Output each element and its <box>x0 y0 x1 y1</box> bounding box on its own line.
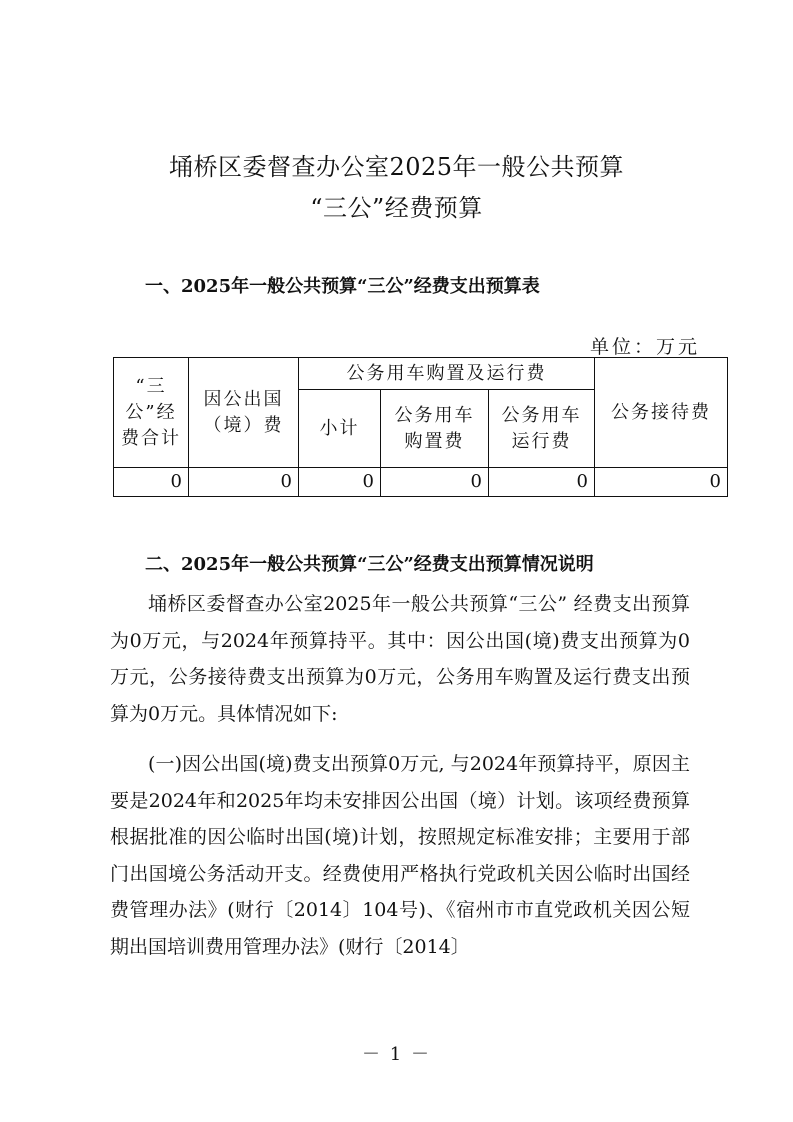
header-vehicle-operation: 公务用车运行费 <box>489 390 595 468</box>
value-abroad: 0 <box>189 468 299 497</box>
header-vehicle-purchase: 公务用车购置费 <box>381 390 489 468</box>
header-total: “三公”经费合计 <box>114 358 189 468</box>
header-subtotal: 小计 <box>299 390 381 468</box>
header-vehicle-group: 公务用车购置及运行费 <box>299 358 595 390</box>
paragraph-summary-text: 埇桥区委督查办公室2025年一般公共预算“三公” 经费支出预算为0万元，与2024年预算持平。其中：因公出国(境)费支出预算为0万元，公务接待费支出预算为0万元，公务用车购置及运行费支出预算为0万元。具体情况如下: <box>110 593 690 725</box>
value-subtotal: 0 <box>299 468 381 497</box>
document-title-line2: “三公”经费预算 <box>310 194 483 222</box>
section1-heading: 一、2025年一般公共预算“三公”经费支出预算表 <box>145 276 540 297</box>
section2-heading: 二、2025年一般公共预算“三公”经费支出预算情况说明 <box>145 554 594 575</box>
paragraph-summary <box>110 586 690 732</box>
value-reception: 0 <box>595 468 728 497</box>
value-vehicle-operation: 0 <box>489 468 595 497</box>
paragraph-abroad-text: (一)因公出国(境)费支出预算0万元, 与2024年预算持平，原因主要是2024年和2025年均未安排因公出国（境）计划。该项经费预算根据批准的因公临时出国(境)计划，按照规定标准安排；主要用于部门出国境公务活动开支。经费使用严格执行党政机关因公临时出国经费管理办法》(财行〔2014〕104号)、《宿州市市直党政机关因公短期出国培训费用管理办法》(财行〔2014〕 <box>110 753 690 958</box>
budget-table <box>113 357 728 497</box>
document-title-line1: 埇桥区委督查办公室2025年一般公共预算 <box>168 153 625 181</box>
unit-label: 单位：万元 <box>590 336 701 358</box>
paragraph-abroad <box>110 746 690 965</box>
page-number: － 1 － <box>362 1044 431 1065</box>
header-reception: 公务接待费 <box>595 358 728 468</box>
header-abroad: 因公出国（境）费 <box>189 358 299 468</box>
value-vehicle-purchase: 0 <box>381 468 489 497</box>
value-total: 0 <box>114 468 189 497</box>
